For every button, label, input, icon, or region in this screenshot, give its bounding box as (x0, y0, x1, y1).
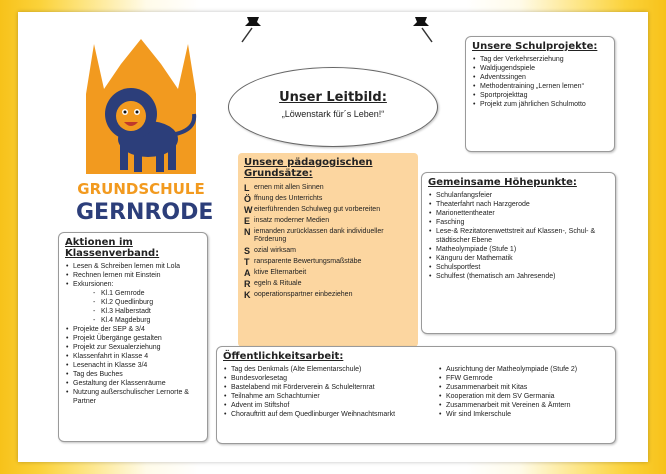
hoehepunkte-title: Gemeinsame Höhepunkte: (428, 177, 577, 188)
grundsatz-text: ozial wirksam (254, 247, 297, 254)
list-item: • Advent im Stiftshof (223, 401, 438, 410)
list-item: • Matheolympiade (Stufe 1) (428, 245, 609, 254)
list-item: • Bundesvorlesetag (223, 374, 438, 383)
grundsatz-text: ransparente Bewertungsmaßstäbe (254, 258, 362, 265)
grundsatz-text: eiterführenden Schulweg gut vorbereiten (254, 206, 381, 213)
list-item: • Marionettentheater (428, 209, 609, 218)
list-item: • Bastelabend mit Förderverein & Schulelternrat (223, 383, 438, 392)
list-item: • Teilnahme am Schachturnier (223, 392, 438, 401)
grundsatz-letter: T (244, 257, 250, 267)
grundsatz-letter: K (244, 290, 251, 300)
list-item: • Schulsportfest (428, 263, 609, 272)
list-item: • Zusammenarbeit mit Vereinen & Ämtern (438, 401, 609, 410)
schulprojekte-list (472, 55, 608, 109)
list-item: • Schulanfangsfeier (428, 191, 609, 200)
grundsatz-letter: E (244, 216, 251, 226)
list-item: • Klassenfahrt in Klasse 4 (65, 352, 201, 361)
list-item: • Rechnen lernen mit Einstein (65, 271, 201, 280)
list-item: • Känguru der Mathematik (428, 254, 609, 263)
list-item: • Fasching (428, 218, 609, 227)
list-item: • Projekte der SEP & 3/4 (65, 325, 201, 334)
sub-list-item: - Kl.1 Gernrode (65, 289, 201, 298)
list-item: • Gestaltung der Klassenräume (65, 379, 201, 388)
oeffentlichkeit-box (216, 346, 616, 444)
poster (18, 12, 648, 462)
grundsatz-text: ktive Elternarbeit (254, 269, 307, 276)
list-item: • Nutzung außerschulischer Lernorte & Partner (65, 388, 201, 406)
grundsatz-item (244, 269, 412, 277)
list-item: • FFW Gernrode (438, 374, 609, 383)
list-item: • Lesen & Schreiben lernen mit Lola (65, 262, 201, 271)
grundsatz-letter: R (244, 279, 251, 289)
grundsatz-text: egeln & Rituale (254, 280, 302, 287)
grundsatz-item (244, 184, 412, 192)
list-item: • Adventssingen (472, 73, 608, 82)
grundsatz-letter: Ö (244, 194, 252, 204)
school-logo (76, 34, 214, 234)
lion-crown-logo-icon (76, 34, 206, 174)
grundsatz-letter: W (244, 205, 253, 215)
grundsatz-item (244, 206, 412, 214)
list-item: • Kooperation mit dem SV Germania (438, 392, 609, 401)
grundsatz-item (244, 195, 412, 203)
hoehepunkte-list (428, 191, 609, 281)
grundsatz-item (244, 228, 412, 244)
grundsatz-text: ffnung des Unterrichts (254, 195, 323, 202)
grundsatz-item (244, 291, 412, 299)
pushpin-icon (410, 14, 436, 44)
pushpin-icon (238, 14, 264, 44)
grundsatz-letter: S (244, 246, 251, 256)
leitbild-bubble (228, 67, 438, 147)
grundsatz-item (244, 247, 412, 255)
leitbild-motto: „Löwenstark für´s Leben!“ (281, 109, 385, 119)
klassenverband-list (65, 262, 201, 406)
list-item: • Projekt Übergänge gestalten (65, 334, 201, 343)
list-item: • Ausrichtung der Matheolympiade (Stufe 2) (438, 365, 609, 374)
grundsaetze-list (244, 184, 412, 299)
hoehepunkte-box (421, 172, 616, 334)
oeffentlichkeit-list-right (438, 365, 609, 419)
list-item: • Tag des Buches (65, 370, 201, 379)
grundsaetze-box (238, 153, 418, 347)
grundsatz-letter: N (244, 227, 251, 237)
oeffentlichkeit-list-left (223, 365, 438, 419)
list-item: • Projekt zum jährlichen Schulmotto (472, 100, 608, 109)
logo-line1: GRUNDSCHULE (77, 180, 205, 198)
schulprojekte-title: Unsere Schulprojekte: (472, 41, 598, 52)
list-item: • Theaterfahrt nach Harzgerode (428, 200, 609, 209)
list-item: • Zusammenarbeit mit Kitas (438, 383, 609, 392)
grundsatz-item (244, 280, 412, 288)
list-item: • Tag der Verkehrserziehung (472, 55, 608, 64)
list-item: • Tag des Denkmals (Alte Elementarschule) (223, 365, 438, 374)
schulprojekte-box (465, 36, 615, 152)
list-item: • Exkursionen: (65, 280, 201, 289)
klassenverband-title: Aktionen im Klassenverband: (65, 237, 160, 259)
list-item: • Projekt zur Sexualerziehung (65, 343, 201, 352)
list-item: • Waldjugendspiele (472, 64, 608, 73)
list-item: • Wir sind Imkerschule (438, 410, 609, 419)
list-item: • Lesenacht in Klasse 3/4 (65, 361, 201, 370)
sub-list-item: - Kl.4 Magdeburg (65, 316, 201, 325)
klassenverband-box (58, 232, 208, 442)
grundsatz-text: iemanden zurücklassen dank individueller Förderung (254, 228, 384, 243)
leitbild-title: Unser Leitbild: (279, 90, 387, 105)
list-item: • Schulfest (thematisch am Jahresende) (428, 272, 609, 281)
list-item: • Chorauftritt auf dem Quedlinburger Weihnachtsmarkt (223, 410, 438, 419)
sub-list-item: - Kl.2 Quedlinburg (65, 298, 201, 307)
grundsatz-item (244, 258, 412, 266)
grundsatz-text: ernen mit allen Sinnen (254, 184, 324, 191)
oeffentlichkeit-title: Öffentlichkeitsarbeit: (223, 351, 344, 362)
logo-line2: GERNRODE (76, 200, 214, 225)
grundsatz-item (244, 217, 412, 225)
grundsaetze-title: Unsere pädagogischen Grundsätze: (244, 157, 373, 179)
list-item: • Methodentraining „Lernen lernen“ (472, 82, 608, 91)
grundsatz-text: insatz moderner Medien (254, 217, 330, 224)
grundsatz-text: ooperationspartner einbeziehen (254, 291, 353, 298)
sub-list-item: - Kl.3 Halberstadt (65, 307, 201, 316)
list-item: • Sportprojekttag (472, 91, 608, 100)
list-item: • Lese-& Rezitatorenwettstreit auf Klassen-, Schul- & städtischer Ebene (428, 227, 609, 245)
grundsatz-letter: L (244, 183, 250, 193)
grundsatz-letter: A (244, 268, 251, 278)
